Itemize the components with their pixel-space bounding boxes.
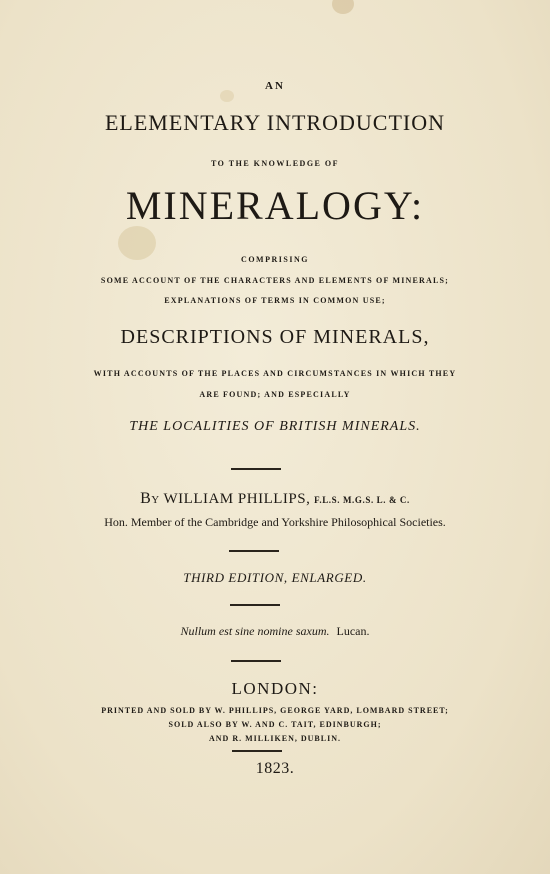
description-heading: DESCRIPTIONS OF MINERALS, bbox=[120, 326, 430, 348]
main-title: MINERALOGY: bbox=[125, 183, 425, 228]
divider-rule bbox=[231, 468, 281, 470]
description-line-3: WITH ACCOUNTS OF THE PLACES AND CIRCUMSTANCES IN WHICH THEY bbox=[93, 369, 457, 378]
description-line-2: EXPLANATIONS OF TERMS IN COMMON USE; bbox=[164, 296, 386, 305]
imprint-line-1: PRINTED AND SOLD BY W. PHILLIPS, GEORGE YARD, LOMBARD STREET; bbox=[101, 706, 449, 715]
divider-rule bbox=[232, 750, 282, 752]
imprint-line-2: SOLD ALSO BY W. AND C. TAIT, EDINBURGH; bbox=[168, 720, 382, 729]
motto-latin: Nullum est sine nomine saxum. bbox=[180, 624, 330, 638]
motto bbox=[0, 624, 550, 639]
imprint-city: LONDON: bbox=[231, 679, 319, 698]
publication-year: 1823. bbox=[255, 760, 295, 777]
author-by: By bbox=[140, 490, 160, 507]
divider-rule bbox=[230, 604, 280, 606]
description-line-4: ARE FOUND; AND ESPECIALLY bbox=[199, 390, 351, 399]
description-line-1: SOME ACCOUNT OF THE CHARACTERS AND ELEMENTS OF MINERALS; bbox=[100, 276, 450, 285]
author-honours: F.L.S. M.G.S. L. & C. bbox=[314, 495, 410, 505]
author-line bbox=[0, 490, 550, 508]
title-an: AN bbox=[265, 80, 285, 92]
title-line-1: ELEMENTARY INTRODUCTION bbox=[104, 110, 445, 135]
imprint-line-3: AND R. MILLIKEN, DUBLIN. bbox=[208, 734, 341, 743]
edition: THIRD EDITION, ENLARGED. bbox=[183, 570, 367, 585]
divider-rule bbox=[231, 660, 281, 662]
title-line-2: TO THE KNOWLEDGE OF bbox=[210, 159, 339, 168]
divider-rule bbox=[229, 550, 279, 552]
author-membership: Hon. Member of the Cambridge and Yorkshire Philosophical Societies. bbox=[104, 515, 446, 529]
motto-author: Lucan. bbox=[336, 624, 370, 638]
comprising: COMPRISING bbox=[241, 255, 309, 264]
description-line-5: THE LOCALITIES OF BRITISH MINERALS. bbox=[129, 419, 421, 434]
foxing-stain bbox=[332, 0, 354, 14]
author-name: WILLIAM PHILLIPS, bbox=[163, 491, 311, 507]
